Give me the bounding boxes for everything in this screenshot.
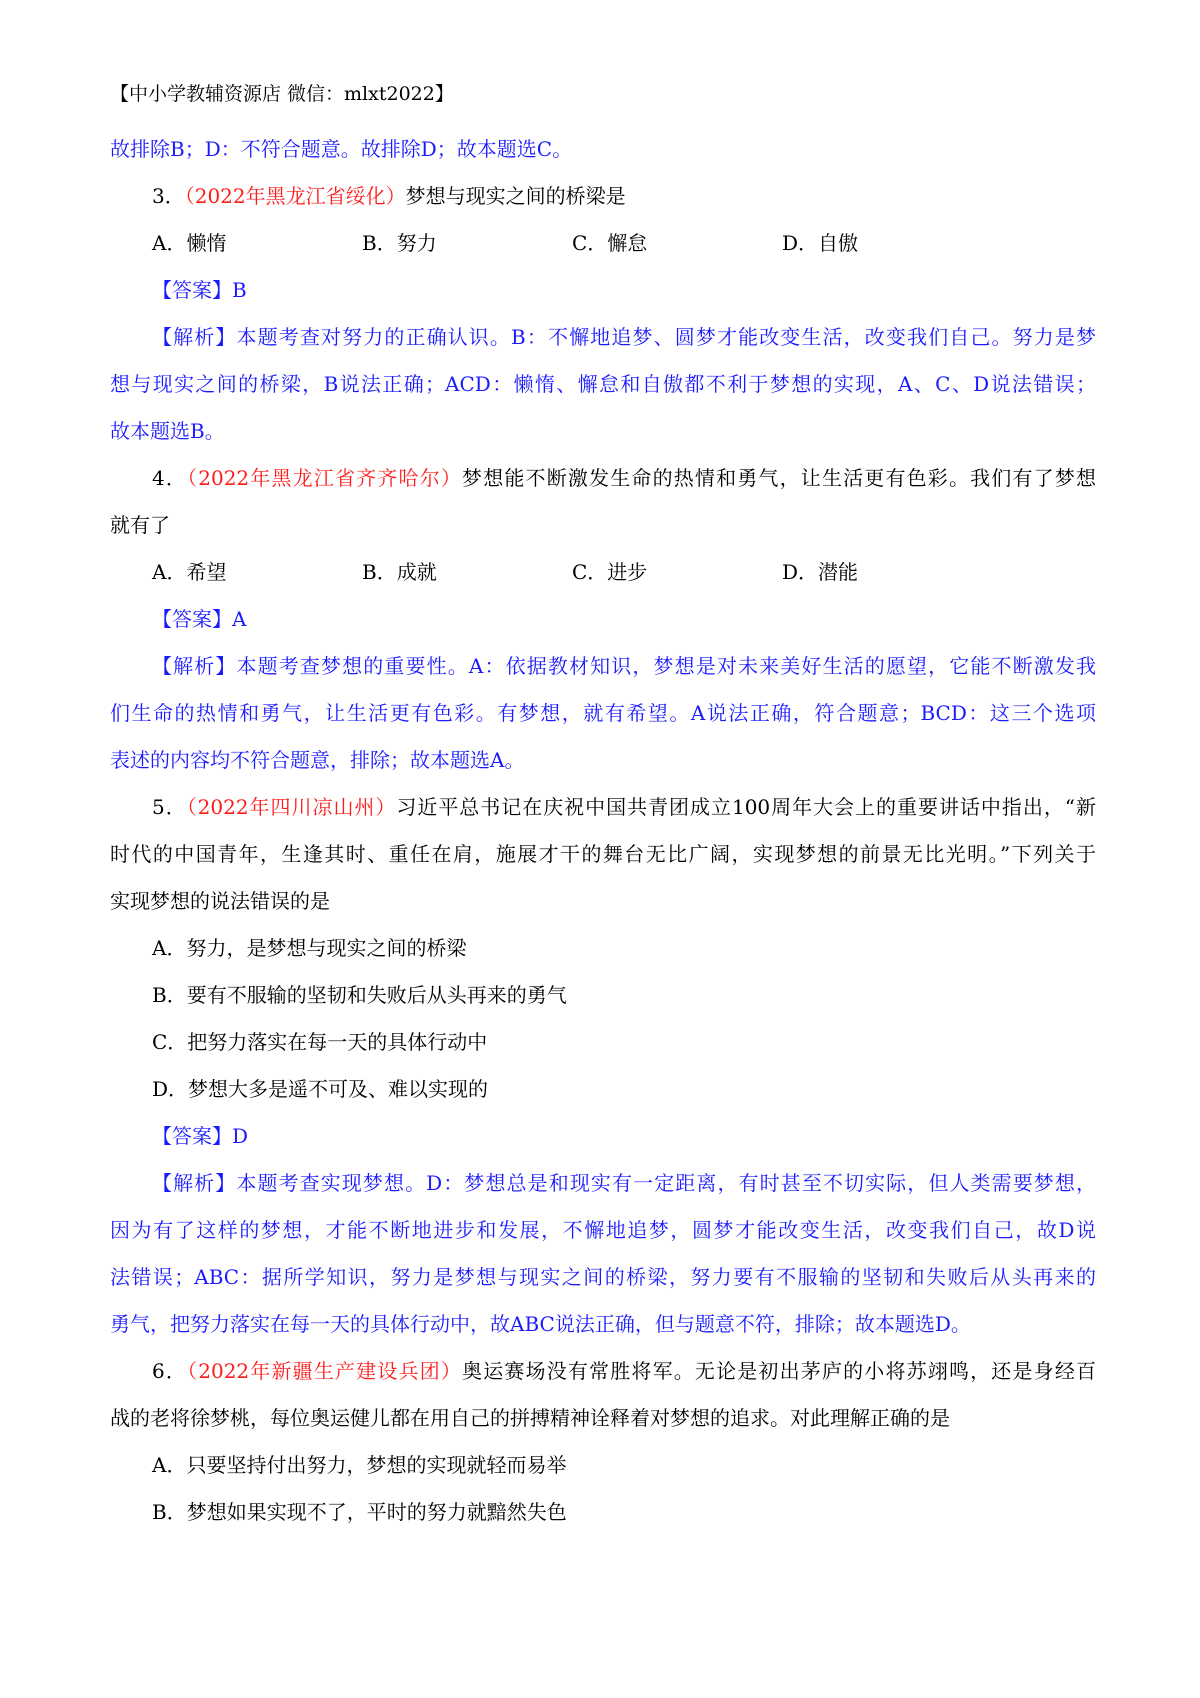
question-5-stem-continued: 时代的中国青年，生逢其时、重任在肩，施展才干的舞台无比广阔，实现梦想的前景无比光明。”下列关于 bbox=[110, 842, 1096, 866]
option-b: B．要有不服输的坚韧和失败后从头再来的勇气 bbox=[152, 983, 567, 1007]
question-4-answer: 【答案】A bbox=[152, 607, 247, 631]
question-number: 6． bbox=[152, 1359, 188, 1383]
question-number: 3． bbox=[152, 184, 185, 208]
question-5-answer: 【答案】D bbox=[152, 1124, 249, 1148]
question-5-stem bbox=[110, 784, 1096, 831]
question-source: （2022年新疆生产建设兵团） bbox=[187, 1359, 463, 1383]
question-3-stem bbox=[110, 173, 1096, 220]
question-4-analysis-line: 【解析】本题考查梦想的重要性。A：依据教材知识，梦想是对未来美好生活的愿望，它能不断激发我 bbox=[152, 654, 1096, 678]
option-a: A．努力，是梦想与现实之间的桥梁 bbox=[152, 936, 467, 960]
question-text: 梦想与现实之间的桥梁是 bbox=[405, 184, 626, 208]
option-a: A．懒惰 bbox=[152, 231, 227, 255]
question-4-stem-continued: 就有了 bbox=[110, 513, 170, 537]
question-4-options bbox=[110, 549, 1096, 596]
question-number: 5． bbox=[152, 795, 187, 819]
question-3-options bbox=[110, 220, 1096, 267]
question-3-answer: 【答案】B bbox=[152, 278, 247, 302]
option-c: C．进步 bbox=[572, 560, 648, 584]
page-header: 【中小学教辅资源店 微信：mlxt2022】 bbox=[110, 83, 454, 105]
question-source: （2022年四川凉山州） bbox=[186, 795, 397, 819]
option-b: B．成就 bbox=[362, 560, 437, 584]
question-number: 4． bbox=[152, 466, 188, 490]
question-5-analysis-line: 勇气，把努力落实在每一天的具体行动中，故ABC说法正确，但与题意不符，排除；故本题选D。 bbox=[110, 1312, 971, 1336]
option-c: C．懈怠 bbox=[572, 231, 648, 255]
option-d: D．自傲 bbox=[782, 231, 859, 255]
question-3-analysis-line: 【解析】本题考查对努力的正确认识。B：不懈地追梦、圆梦才能改变生活，改变我们自己。努力是梦 bbox=[152, 325, 1096, 349]
question-6-stem bbox=[110, 1348, 1096, 1395]
question-text: 习近平总书记在庆祝中国共青团成立100周年大会上的重要讲话中指出，“新 bbox=[396, 795, 1096, 819]
option-d: D．潜能 bbox=[782, 560, 859, 584]
question-5-analysis-line: 法错误；ABC：据所学知识，努力是梦想与现实之间的桥梁，努力要有不服输的坚韧和失败后从头再来的 bbox=[110, 1265, 1096, 1289]
option-c: C．把努力落实在每一天的具体行动中 bbox=[152, 1030, 488, 1054]
question-text: 奥运赛场没有常胜将军。无论是初出茅庐的小将苏翊鸣，还是身经百 bbox=[462, 1359, 1096, 1383]
question-source: （2022年黑龙江省绥化） bbox=[184, 184, 406, 208]
question-5-analysis-line: 因为有了这样的梦想，才能不断地进步和发展，不懈地追梦，圆梦才能改变生活，改变我们自己，故D说 bbox=[110, 1218, 1096, 1242]
question-4-analysis-line: 们生命的热情和勇气，让生活更有色彩。有梦想，就有希望。A说法正确，符合题意；BCD：这三个选项 bbox=[110, 701, 1096, 725]
question-4-stem bbox=[110, 455, 1096, 502]
option-b: B．梦想如果实现不了，平时的努力就黯然失色 bbox=[152, 1500, 567, 1524]
question-3-analysis-line: 故本题选B。 bbox=[110, 419, 225, 443]
question-4-analysis-line: 表述的内容均不符合题意，排除；故本题选A。 bbox=[110, 748, 525, 772]
option-d: D．梦想大多是遥不可及、难以实现的 bbox=[152, 1077, 489, 1101]
question-5-analysis-line: 【解析】本题考查实现梦想。D：梦想总是和现实有一定距离，有时甚至不切实际，但人类需要梦想， bbox=[152, 1171, 1096, 1195]
question-text: 梦想能不断激发生命的热情和勇气，让生活更有色彩。我们有了梦想 bbox=[462, 466, 1096, 490]
option-a: A．只要坚持付出努力，梦想的实现就轻而易举 bbox=[152, 1453, 567, 1477]
question-3-analysis-line: 想与现实之间的桥梁，B说法正确；ACD：懒惰、懈怠和自傲都不利于梦想的实现，A、C、D说法错误； bbox=[110, 372, 1096, 396]
previous-analysis-continuation: 故排除B；D：不符合题意。故排除D；故本题选C。 bbox=[110, 137, 573, 161]
option-b: B．努力 bbox=[362, 231, 437, 255]
question-6-stem-continued: 战的老将徐梦桃，每位奥运健儿都在用自己的拼搏精神诠释着对梦想的追求。对此理解正确的是 bbox=[110, 1406, 950, 1430]
question-source: （2022年黑龙江省齐齐哈尔） bbox=[187, 466, 463, 490]
option-a: A．希望 bbox=[152, 560, 227, 584]
question-5-stem-continued: 实现梦想的说法错误的是 bbox=[110, 889, 330, 913]
